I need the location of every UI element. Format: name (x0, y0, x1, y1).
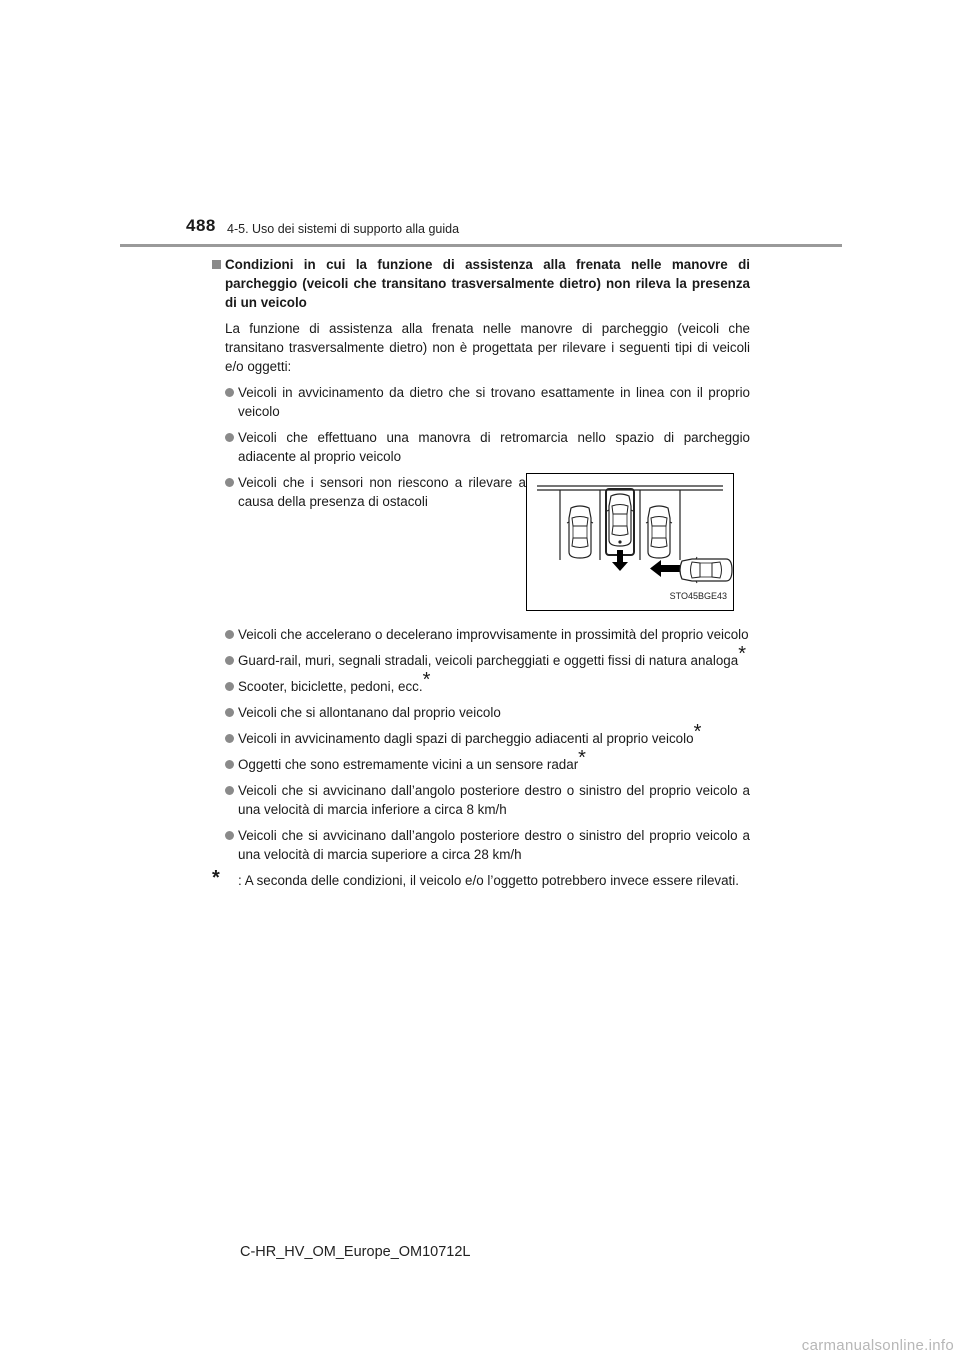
condition-heading (212, 255, 750, 312)
list-item-text: Oggetti che sono estremamente vicini a un sensore radar (238, 757, 579, 772)
section-title: 4-5. Uso dei sistemi di supporto alla guida (227, 222, 460, 236)
own-vehicle (606, 489, 634, 555)
footnote-text: : A seconda delle condizioni, il veicolo e/o l’oggetto potrebbero invece essere rilevati. (238, 873, 739, 888)
list-item-text: Veicoli che accelerano o decelerano improvvisamente in prossimità del proprio veicolo (238, 627, 749, 642)
list-item (212, 383, 750, 421)
list-item (212, 826, 750, 864)
list-item-text: Guard-rail, muri, segnali stradali, veicoli parcheggiati e oggetti fissi di natura analoga (238, 653, 739, 668)
list-item (212, 625, 750, 644)
list-item-text: Veicoli che si allontanano dal proprio veicolo (238, 705, 501, 720)
parking-illustration (526, 473, 734, 611)
footnote-star: * (422, 669, 431, 691)
parked-car-right (646, 506, 672, 558)
list-item (212, 473, 526, 511)
list-before-figure (212, 383, 750, 466)
figure-row (212, 473, 750, 619)
bullet-dot-icon (225, 760, 234, 769)
header-divider (120, 244, 842, 247)
bullet-dot-icon (225, 708, 234, 717)
bullet-dot-icon (225, 630, 234, 639)
list-after-figure (212, 625, 750, 864)
bullet-dot-icon (225, 656, 234, 665)
bullet-dot-icon (225, 388, 234, 397)
main-content (212, 255, 750, 890)
list-item (212, 747, 750, 774)
list-item-text: Veicoli in avvicinamento dagli spazi di parcheggio adiacenti al proprio veicolo (238, 731, 694, 746)
list-item (212, 721, 750, 748)
list-item-text: Veicoli che effettuano una manovra di retromarcia nello spazio di parcheggio adiacente al proprio veicolo (238, 430, 750, 464)
list-item-text: Veicoli che i sensori non riescono a rilevare a causa della presenza di ostacoli (238, 475, 526, 509)
watermark: carmanualsonline.info (801, 1337, 954, 1354)
intro-paragraph: La funzione di assistenza alla frenata nelle manovre di parcheggio (veicoli che transitano trasversalmente dietro) non è progettata per rilevare i seguenti tipi di veicoli e/o oggetti: (225, 321, 750, 374)
footnote-star: * (578, 747, 586, 769)
crossing-car (680, 557, 732, 583)
footnote-star: * (738, 643, 746, 665)
bullet-dot-icon (225, 786, 234, 795)
list-item (212, 643, 750, 670)
bullet-dot-icon (225, 734, 234, 743)
list-item-text: Veicoli che si avvicinano dall’angolo posteriore destro o sinistro del proprio veicolo a una velocità di marcia superiore a circa 28 km/h (238, 828, 750, 862)
square-bullet-icon (212, 260, 221, 269)
list-item (212, 428, 750, 466)
footnote (212, 867, 750, 890)
list-item-text: Veicoli in avvicinamento da dietro che si trovano esattamente in linea con il proprio veicolo (238, 385, 750, 419)
bullet-dot-icon (225, 433, 234, 442)
page-number: 488 (186, 216, 216, 235)
bullet-dot-icon (225, 478, 234, 487)
list-item-text: Scooter, biciclette, pedoni, ecc. (238, 679, 423, 694)
bullet-dot-icon (225, 831, 234, 840)
parked-car-left (567, 506, 593, 558)
list-item-text: Veicoli che si avvicinano dall’angolo posteriore destro o sinistro del proprio veicolo a una velocità di marcia inferiore a circa 8 km/h (238, 783, 750, 817)
condition-heading-text: Condizioni in cui la funzione di assistenza alla frenata nelle manovre di parcheggio (veicoli che transitano trasversalmente dietro) non rileva la presenza di un veicolo (225, 257, 750, 310)
figure-code: STO45BGE43 (669, 591, 727, 601)
footnote-star: * (693, 721, 702, 743)
bullet-dot-icon (225, 682, 234, 691)
footnote-mark: * (212, 867, 220, 889)
list-item (212, 781, 750, 819)
reverse-arrow-icon (612, 550, 628, 571)
crossing-arrow-icon (650, 560, 681, 577)
list-item (212, 703, 750, 722)
list-item (212, 669, 750, 696)
document-id: C-HR_HV_OM_Europe_OM10712L (240, 1244, 471, 1260)
